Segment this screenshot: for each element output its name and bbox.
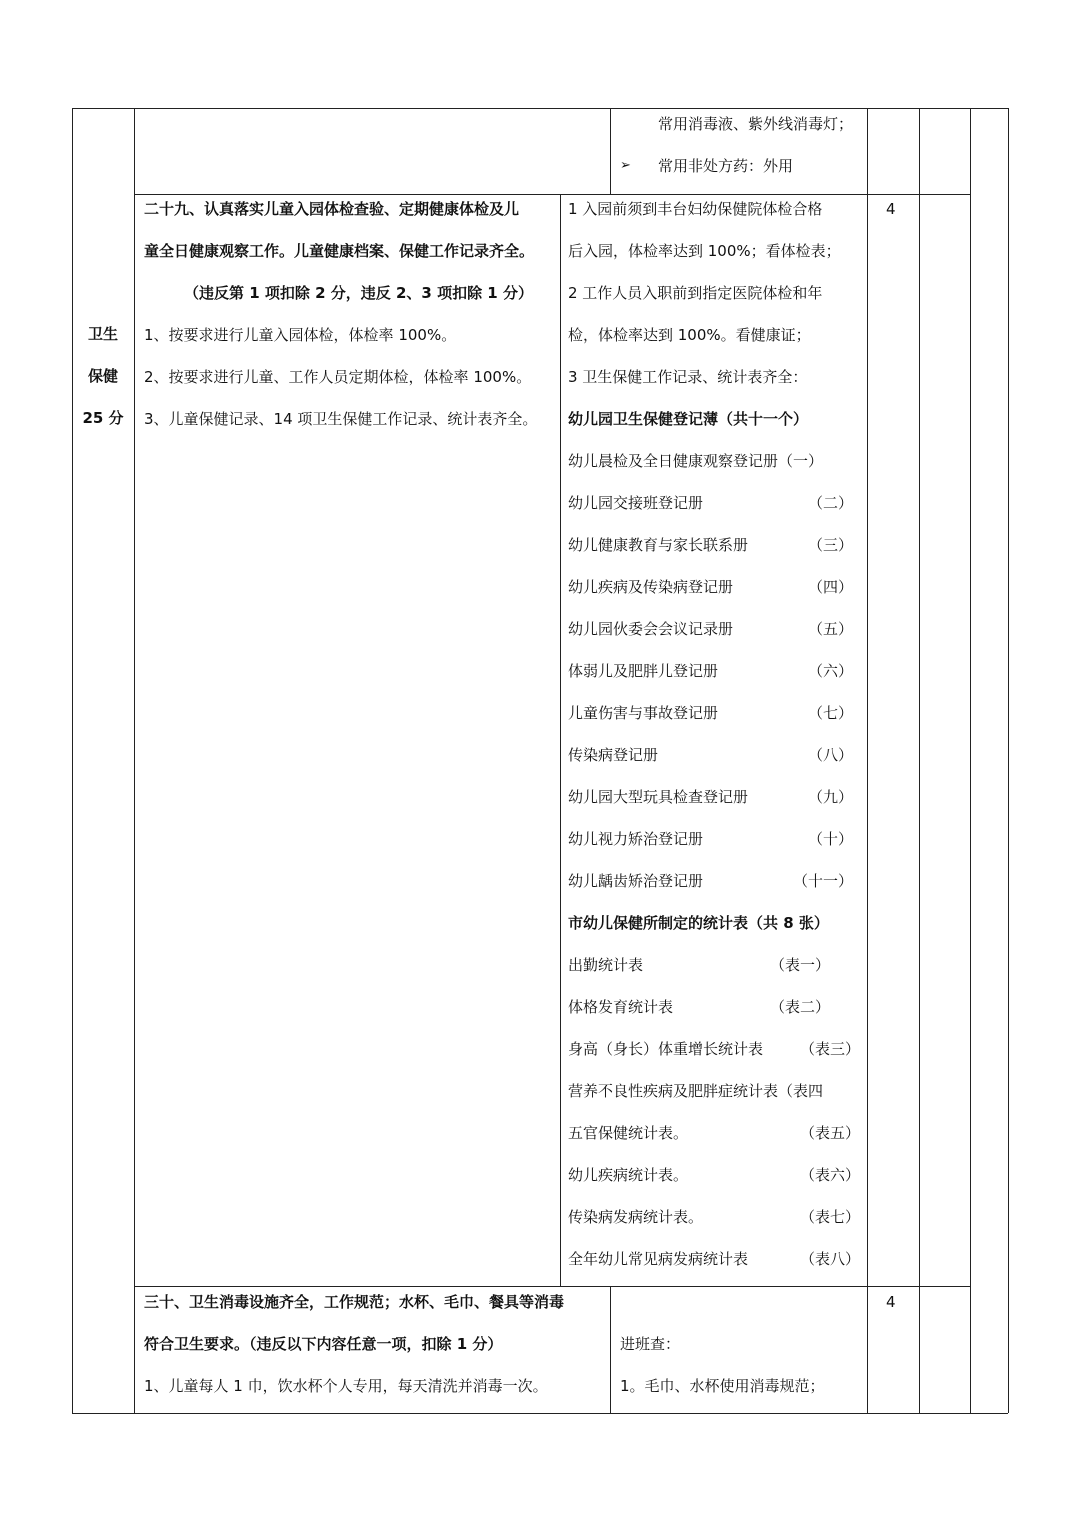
- list-item: [568, 955, 830, 975]
- list-item-name: 幼儿晨检及全日健康观察登记册（一）: [568, 452, 824, 470]
- list-item-num: （七）: [807, 704, 853, 722]
- item29-score: 4: [886, 200, 896, 218]
- item29-req1: 1、按要求进行儿童入园体检，体检率 100%。: [144, 326, 457, 344]
- top-row-method-line2: 常用非处方药：外用: [658, 157, 794, 175]
- item30-score: 4: [886, 1293, 896, 1311]
- list-item: [568, 787, 853, 807]
- item30-method-line2: 1。毛巾、水杯使用消毒规范；: [620, 1377, 825, 1395]
- list-item: [568, 1249, 860, 1269]
- table-right-border: [1008, 108, 1009, 1413]
- col-divider-method-row1: [610, 108, 611, 194]
- item29-req2: 2、按要求进行儿童、工作人员定期体检，体检率 100%。: [144, 368, 532, 386]
- col-divider-score: [867, 108, 868, 1413]
- item29-method-2a: 2 工作人员入职前到指定医院体检和年: [568, 284, 823, 302]
- list-item-name: 幼儿园伙委会会议记录册: [568, 620, 734, 638]
- col-divider-score3: [970, 108, 971, 1413]
- col-divider-method-row3: [610, 1286, 611, 1413]
- list-item: [568, 1207, 860, 1227]
- table-left-border: [72, 108, 73, 1413]
- col-divider-method-row2: [560, 194, 561, 1286]
- list-item-num: （五）: [807, 620, 853, 638]
- list-item: [568, 1039, 860, 1059]
- list-item-num: （四）: [807, 578, 853, 596]
- list-item-name: 五官保健统计表。: [568, 1124, 689, 1142]
- list-item-num: （表五）: [799, 1124, 860, 1142]
- section-label-line2: 保健: [87, 367, 118, 385]
- list-item-num: （八）: [807, 746, 853, 764]
- list-item-num: （表三）: [799, 1040, 860, 1058]
- item29-req3: 3、儿童保健记录、14 项卫生保健工作记录、统计表齐全。: [144, 410, 538, 428]
- list-item: [568, 1165, 860, 1185]
- list-item-name: 身高（身长）体重增长统计表: [568, 1040, 764, 1058]
- list-item-name: 幼儿园交接班登记册: [568, 494, 704, 512]
- list-item: [568, 661, 853, 681]
- section-label-line1: 卫生: [87, 325, 118, 343]
- section-label-score: 25 分: [82, 409, 124, 427]
- top-row-method-line1: 常用消毒液、紫外线消毒灯；: [658, 115, 854, 133]
- list-item-name: 幼儿健康教育与家长联系册: [568, 536, 749, 554]
- list-item-num: （十一）: [792, 872, 853, 890]
- list-item: [568, 619, 853, 639]
- list-item-name: 体格发育统计表: [568, 998, 674, 1016]
- list-item-name: 幼儿疾病及传染病登记册: [568, 578, 734, 596]
- item30-req1: 1、儿童每人 1 巾，饮水杯个人专用，每天清洗并消毒一次。: [144, 1377, 548, 1395]
- item29-title-line1: 二十九、认真落实儿童入园体检查验、定期健康体检及儿: [144, 200, 520, 218]
- list-item-name: 体弱儿及肥胖儿登记册: [568, 662, 719, 680]
- item29-penalty: （违反第 1 项扣除 2 分，违反 2、3 项扣除 1 分）: [184, 284, 533, 302]
- table-bottom-border: [72, 1413, 1008, 1414]
- item29-method-3: 3 卫生保健工作记录、统计表齐全：: [568, 368, 808, 386]
- list-item-num: （表六）: [799, 1166, 860, 1184]
- list-item-num: （九）: [807, 788, 853, 806]
- tables-title: 市幼儿保健所制定的统计表（共 8 张）: [568, 914, 829, 932]
- item30-method-line1: 进班查：: [620, 1335, 681, 1353]
- list-item-num: （表二）: [769, 998, 830, 1016]
- item30-title-line2: 符合卫生要求。（违反以下内容任意一项，扣除 1 分）: [144, 1335, 503, 1353]
- list-item-num: （表七）: [799, 1208, 860, 1226]
- col-divider-score2: [919, 108, 920, 1413]
- list-item-num: （三）: [807, 536, 853, 554]
- list-item-name: 传染病登记册: [568, 746, 659, 764]
- list-item: [568, 577, 853, 597]
- bullet-arrow-icon: ➢: [620, 158, 631, 173]
- list-item-name: 幼儿视力矫治登记册: [568, 830, 704, 848]
- item29-title-line2: 童全日健康观察工作。儿童健康档案、保健工作记录齐全。: [144, 242, 535, 260]
- item29-method-1a: 1 入园前须到丰台妇幼保健院体检合格: [568, 200, 823, 218]
- list-item: [568, 1123, 860, 1143]
- list-item-name: 全年幼儿常见病发病统计表: [568, 1250, 749, 1268]
- list-item: [568, 997, 830, 1017]
- list-item-name: 幼儿园大型玩具检查登记册: [568, 788, 749, 806]
- list-item: [568, 1081, 860, 1101]
- list-item: [568, 745, 853, 765]
- list-item-name: 儿童伤害与事故登记册: [568, 704, 719, 722]
- list-item: [568, 703, 853, 723]
- row-divider-2: [134, 1286, 970, 1287]
- list-item: [568, 871, 853, 891]
- list-item-num: （二）: [807, 494, 853, 512]
- list-item-name: 幼儿龋齿矫治登记册: [568, 872, 704, 890]
- list-item: [568, 493, 853, 513]
- item29-method-2b: 检，体检率达到 100%。看健康证；: [568, 326, 811, 344]
- list-item-name: 出勤统计表: [568, 956, 644, 974]
- list-item: [568, 829, 853, 849]
- list-item-name: 传染病发病统计表。: [568, 1208, 704, 1226]
- item29-method-1b: 后入园，体检率达到 100%；看体检表；: [568, 242, 841, 260]
- list-item-num: （六）: [807, 662, 853, 680]
- list-item-name: 营养不良性疾病及肥胖症统计表（表四: [568, 1082, 824, 1100]
- list-item-num: （十）: [807, 830, 853, 848]
- col-divider-category: [134, 108, 135, 1413]
- list-item-name: 幼儿疾病统计表。: [568, 1166, 689, 1184]
- list-item-num: （表八）: [799, 1250, 860, 1268]
- list-item: [568, 451, 860, 471]
- item30-title-line1: 三十、卫生消毒设施齐全，工作规范；水杯、毛巾、餐具等消毒: [144, 1293, 565, 1311]
- list-item: [568, 535, 853, 555]
- row-divider-1: [134, 194, 970, 195]
- list-item-num: （表一）: [769, 956, 830, 974]
- books-title: 幼儿园卫生保健登记薄（共十一个）: [568, 410, 809, 428]
